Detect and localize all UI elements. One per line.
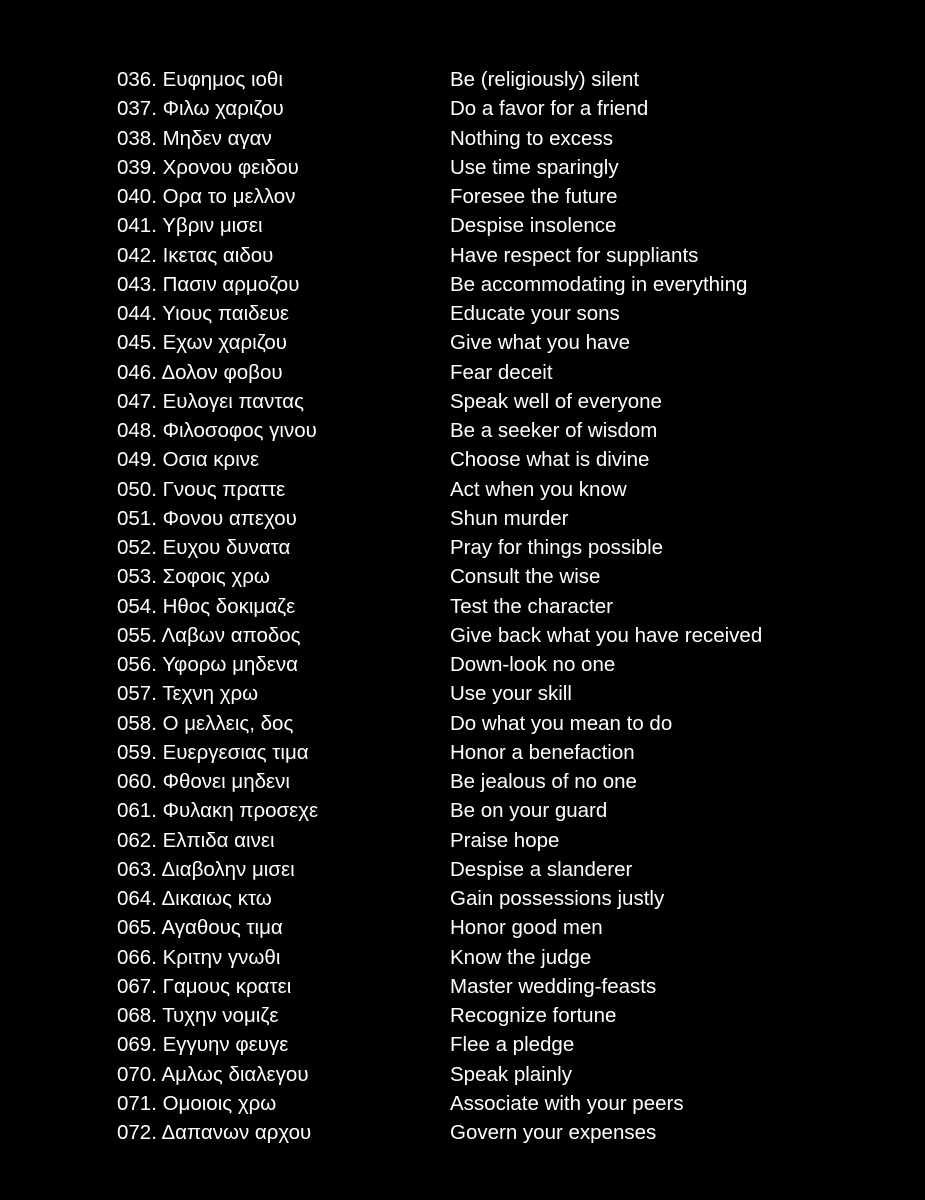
maxim-row xyxy=(0,241,925,270)
maxim-english-translation: Do what you mean to do xyxy=(450,711,673,735)
maxim-row xyxy=(0,211,925,240)
maxim-greek-text: 047. Ευλογει παντας xyxy=(117,389,304,413)
maxim-row xyxy=(0,153,925,182)
maxim-greek-text: 045. Εχων χαριζου xyxy=(117,331,287,355)
maxim-english-translation: Fear deceit xyxy=(450,360,553,384)
maxim-english-translation: Use your skill xyxy=(450,682,572,706)
maxim-greek-text: 048. Φιλοσοφος γινου xyxy=(117,419,317,442)
maxim-greek-text: 061. Φυλακη προσεχε xyxy=(117,799,319,823)
maxim-row xyxy=(0,709,925,738)
maxim-row xyxy=(0,358,925,387)
maxim-english-translation: Shun murder xyxy=(450,506,569,530)
maxim-english-translation: Down-look no one xyxy=(450,653,616,676)
maxim-row xyxy=(0,679,925,708)
maxim-greek-text: 056. Υφορω μηδενα xyxy=(117,653,298,676)
maxim-greek-text: 057. Τεχνη χρω xyxy=(117,682,259,706)
maxim-greek-text: 066. Κριτην γνωθι xyxy=(117,945,281,969)
maxim-greek-text: 053. Σοφοις χρω xyxy=(117,565,270,589)
maxim-greek-text: 038. Μηδεν αγαν xyxy=(117,126,272,150)
maxim-row xyxy=(0,650,925,679)
maxim-english-translation: Act when you know xyxy=(450,477,627,501)
maxim-english-translation: Educate your sons xyxy=(450,302,620,325)
maxim-row xyxy=(0,270,925,299)
maxim-greek-text: 060. Φθονει μηδενι xyxy=(117,770,290,793)
maxim-english-translation: Honor good men xyxy=(450,916,603,940)
maxim-greek-text: 052. Ευχου δυνατα xyxy=(117,536,291,559)
maxim-row xyxy=(0,562,925,591)
maxim-row xyxy=(0,1118,925,1147)
maxim-row xyxy=(0,1089,925,1118)
maxim-english-translation: Recognize fortune xyxy=(450,1004,617,1027)
maxim-row xyxy=(0,738,925,767)
maxim-row xyxy=(0,826,925,855)
maxim-row xyxy=(0,1060,925,1089)
maxim-english-translation: Be jealous of no one xyxy=(450,770,637,793)
maxim-english-translation: Speak well of everyone xyxy=(450,389,662,413)
maxim-english-translation: Use time sparingly xyxy=(450,155,619,179)
maxim-row xyxy=(0,65,925,94)
maxim-greek-text: 051. Φονου απεχου xyxy=(117,506,297,530)
maxim-english-translation: Govern your expenses xyxy=(450,1121,657,1144)
maxim-english-translation: Test the character xyxy=(450,594,613,618)
maxim-greek-text: 071. Ομοιοις χρω xyxy=(117,1091,277,1115)
maxim-english-translation: Have respect for suppliants xyxy=(450,243,699,267)
maxim-english-translation: Be a seeker of wisdom xyxy=(450,419,658,442)
maxim-greek-text: 036. Ευφημος ιοθι xyxy=(117,68,283,91)
maxim-english-translation: Gain possessions justly xyxy=(450,887,665,910)
maxims-list xyxy=(0,65,925,1147)
maxim-row xyxy=(0,182,925,211)
maxim-english-translation: Master wedding-feasts xyxy=(450,974,657,998)
maxim-english-translation: Pray for things possible xyxy=(450,536,664,559)
maxim-greek-text: 068. Τυχην νομιζε xyxy=(117,1004,279,1027)
maxim-english-translation: Honor a benefaction xyxy=(450,740,635,764)
maxim-row xyxy=(0,94,925,123)
maxim-greek-text: 063. Διαβολην μισει xyxy=(117,857,295,881)
maxim-greek-text: 050. Γνους πραττε xyxy=(117,477,286,501)
maxim-greek-text: 049. Οσια κρινε xyxy=(117,448,260,472)
maxim-row xyxy=(0,445,925,474)
maxim-greek-text: 064. Δικαιως κτω xyxy=(117,887,272,910)
maxim-row xyxy=(0,1030,925,1059)
maxim-english-translation: Associate with your peers xyxy=(450,1091,684,1115)
maxim-row xyxy=(0,796,925,825)
maxim-english-translation: Be on your guard xyxy=(450,799,608,823)
maxim-row xyxy=(0,475,925,504)
maxim-greek-text: 044. Υιους παιδευε xyxy=(117,302,290,325)
maxim-row xyxy=(0,299,925,328)
maxim-english-translation: Be (religiously) silent xyxy=(450,68,640,91)
maxim-greek-text: 067. Γαμους κρατει xyxy=(117,974,292,998)
maxim-greek-text: 043. Πασιν αρμοζου xyxy=(117,272,300,296)
maxim-greek-text: 040. Ορα το μελλον xyxy=(117,185,296,208)
maxim-row xyxy=(0,416,925,445)
maxim-row xyxy=(0,913,925,942)
maxim-english-translation: Know the judge xyxy=(450,945,592,969)
maxim-row xyxy=(0,504,925,533)
maxim-row xyxy=(0,387,925,416)
maxim-greek-text: 037. Φιλω χαριζου xyxy=(117,97,284,121)
maxim-row xyxy=(0,621,925,650)
maxim-english-translation: Give back what you have received xyxy=(450,623,763,647)
maxim-greek-text: 039. Χρονου φειδου xyxy=(117,155,299,179)
maxim-row xyxy=(0,124,925,153)
maxim-greek-text: 062. Ελπιδα αινει xyxy=(117,828,275,852)
maxim-greek-text: 046. Δολον φοβου xyxy=(117,360,283,384)
maxim-english-translation: Nothing to excess xyxy=(450,126,613,150)
maxim-row xyxy=(0,884,925,913)
maxim-english-translation: Do a favor for a friend xyxy=(450,97,649,121)
maxim-english-translation: Give what you have xyxy=(450,331,631,355)
maxim-greek-text: 065. Αγαθους τιμα xyxy=(117,916,283,940)
maxim-row xyxy=(0,592,925,621)
maxim-row xyxy=(0,767,925,796)
maxim-english-translation: Choose what is divine xyxy=(450,448,650,472)
maxim-row xyxy=(0,972,925,1001)
maxim-english-translation: Consult the wise xyxy=(450,565,601,589)
maxim-row xyxy=(0,533,925,562)
maxim-english-translation: Despise insolence xyxy=(450,214,617,238)
maxim-row xyxy=(0,855,925,884)
maxim-english-translation: Despise a slanderer xyxy=(450,857,633,881)
maxim-row xyxy=(0,328,925,357)
maxim-greek-text: 059. Ευεργεσιας τιμα xyxy=(117,740,309,764)
maxim-greek-text: 072. Δαπανων αρχου xyxy=(117,1121,312,1144)
maxim-english-translation: Be accommodating in everything xyxy=(450,272,748,296)
maxim-greek-text: 042. Ικετας αιδου xyxy=(117,243,274,267)
maxim-greek-text: 058. Ο μελλεις, δος xyxy=(117,711,294,735)
maxim-row xyxy=(0,1001,925,1030)
maxim-greek-text: 069. Εγγυην φευγε xyxy=(117,1033,289,1057)
maxim-row xyxy=(0,943,925,972)
maxim-greek-text: 070. Αμλως διαλεγου xyxy=(117,1062,309,1086)
maxim-english-translation: Speak plainly xyxy=(450,1062,572,1086)
maxim-english-translation: Flee a pledge xyxy=(450,1033,575,1057)
maxim-english-translation: Foresee the future xyxy=(450,185,618,208)
maxim-greek-text: 055. Λαβων αποδος xyxy=(117,623,301,647)
maxim-greek-text: 041. Υβριν μισει xyxy=(117,214,263,238)
maxim-english-translation: Praise hope xyxy=(450,828,560,852)
maxim-greek-text: 054. Ηθος δοκιμαζε xyxy=(117,594,296,618)
